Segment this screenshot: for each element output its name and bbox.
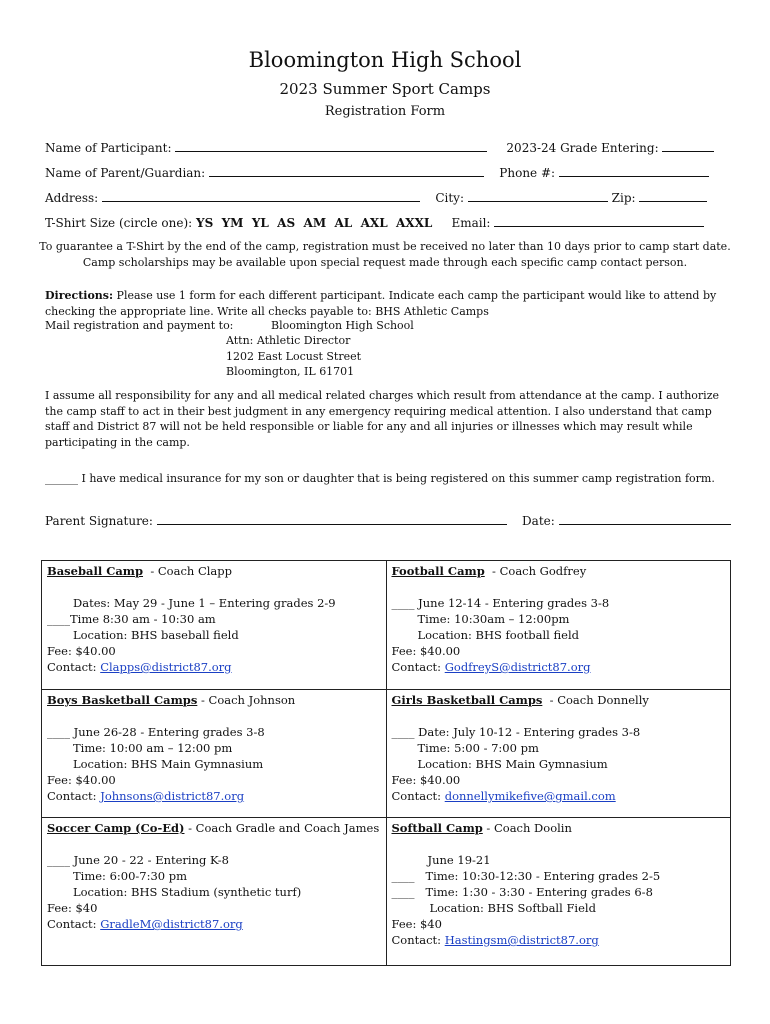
tshirt-sizes[interactable]: YS YM YL AS AM AL AXL AXXL — [196, 216, 433, 230]
mail-address-line4: Bloomington, IL 61701 — [226, 365, 355, 378]
tshirt-notice: To guarantee a T-Shirt by the end of the camp, registration must be received no later than 10 days prior to camp start date. — [39, 240, 731, 253]
address-row — [45, 190, 707, 205]
date-input[interactable] — [559, 513, 731, 525]
softball-camp-fee: Fee: $40 — [391, 917, 442, 931]
baseball-camp-dates: Dates: May 29 - June 1 – Entering grades 2-9 — [73, 596, 336, 610]
school-title: Bloomington High School — [248, 48, 522, 72]
baseball-camp-title: Baseball Camp — [47, 564, 144, 578]
zip-label: Zip: — [611, 191, 636, 205]
address-label: Address: — [45, 191, 99, 205]
grade-label: 2023-24 Grade Entering: — [506, 141, 659, 155]
football-contact-email[interactable]: GodfreyS@district87.org — [444, 660, 591, 674]
football-camp-title: Football Camp — [391, 564, 485, 578]
football-camp-cell — [386, 561, 731, 690]
baseball-contact-email[interactable]: Clapps@district87.org — [100, 660, 232, 674]
parent-label: Name of Parent/Guardian: — [45, 166, 206, 180]
baseball-camp-coach: - Coach Clapp — [143, 564, 233, 578]
boys-basketball-camp-coach: - Coach Johnson — [197, 693, 296, 707]
mail-address-line2: Attn: Athletic Director — [226, 334, 351, 347]
participant-label: Name of Participant: — [45, 141, 172, 155]
soccer-camp-dates[interactable]: ____ June 20 - 22 - Entering K-8 — [47, 853, 229, 867]
directions-label: Directions: — [45, 289, 114, 302]
baseball-camp-location: Location: BHS baseball field — [73, 628, 239, 642]
parent-row — [45, 165, 709, 180]
girls-basketball-camp-coach: - Coach Donnelly — [542, 693, 649, 707]
softball-contact-email[interactable]: Hastingsm@district87.org — [444, 933, 599, 947]
directions-paragraph — [45, 288, 725, 319]
baseball-camp-time[interactable]: ____Time 8:30 am - 10:30 am — [47, 612, 216, 626]
phone-input[interactable] — [559, 165, 709, 177]
signature-label: Parent Signature: — [45, 514, 153, 528]
boys-basketball-contact-label: Contact: — [47, 789, 101, 803]
softball-camp-session-1[interactable]: ____ Time: 10:30-12:30 - Entering grades 2-5 — [391, 869, 661, 883]
girls-basketball-camp-cell — [386, 690, 731, 818]
email-label: Email: — [451, 216, 491, 230]
girls-basketball-camp-location: Location: BHS Main Gymnasium — [417, 757, 608, 771]
soccer-contact-email[interactable]: GradleM@district87.org — [100, 917, 243, 931]
football-camp-time: Time: 10:30am – 12:00pm — [417, 612, 570, 626]
softball-camp-location: Location: BHS Softball Field — [429, 901, 596, 915]
boys-basketball-camp-cell — [42, 690, 387, 818]
softball-contact-label: Contact: — [391, 933, 445, 947]
mail-label: Mail registration and payment to: — [45, 319, 234, 332]
parent-input[interactable] — [209, 165, 484, 177]
mail-address-line3: 1202 East Locust Street — [226, 350, 362, 363]
soccer-camp-time: Time: 6:00-7:30 pm — [73, 869, 188, 883]
softball-camp-title: Softball Camp — [391, 821, 483, 835]
participant-input[interactable] — [175, 140, 487, 152]
soccer-camp-location: Location: BHS Stadium (synthetic turf) — [73, 885, 302, 899]
boys-basketball-camp-dates[interactable]: ____ June 26-28 - Entering grades 3-8 — [47, 725, 265, 739]
soccer-camp-cell — [42, 818, 387, 966]
girls-basketball-camp-fee: Fee: $40.00 — [391, 773, 461, 787]
mail-address-line1: Bloomington High School — [271, 319, 414, 332]
tshirt-label: T-Shirt Size (circle one): — [45, 216, 193, 230]
football-camp-coach: - Coach Godfrey — [484, 564, 587, 578]
email-input[interactable] — [494, 215, 704, 227]
baseball-camp-cell — [42, 561, 387, 690]
tshirt-row — [45, 215, 704, 230]
insurance-statement[interactable]: ______ I have medical insurance for my son or daughter that is being registered on this summer camp registration form. — [45, 472, 715, 485]
girls-basketball-camp-dates[interactable]: ____ Date: July 10-12 - Entering grades 3-8 — [391, 725, 641, 739]
date-label: Date: — [522, 514, 555, 528]
soccer-camp-title: Soccer Camp (Co-Ed) — [47, 821, 185, 835]
camps-table — [41, 560, 731, 966]
football-camp-location: Location: BHS football field — [417, 628, 579, 642]
signature-input[interactable] — [157, 513, 507, 525]
girls-basketball-contact-label: Contact: — [391, 789, 445, 803]
soccer-contact-label: Contact: — [47, 917, 101, 931]
grade-input[interactable] — [662, 140, 714, 152]
soccer-camp-coach: - Coach Gradle and Coach James — [184, 821, 380, 835]
form-title: Registration Form — [324, 104, 446, 119]
boys-basketball-camp-time: Time: 10:00 am – 12:00 pm — [73, 741, 233, 755]
baseball-camp-fee: Fee: $40.00 — [47, 644, 116, 658]
phone-label: Phone #: — [499, 166, 556, 180]
city-label: City: — [435, 191, 464, 205]
softball-camp-dates: June 19-21 — [427, 853, 491, 867]
zip-input[interactable] — [639, 190, 707, 202]
girls-basketball-contact-email[interactable]: donnellymikefive@gmail.com — [444, 789, 616, 803]
football-camp-dates[interactable]: ____ June 12-14 - Entering grades 3-8 — [391, 596, 610, 610]
boys-basketball-camp-title: Boys Basketball Camps — [47, 693, 198, 707]
football-contact-label: Contact: — [391, 660, 445, 674]
city-input[interactable] — [468, 190, 608, 202]
softball-camp-coach: - Coach Doolin — [482, 821, 572, 835]
signature-row — [45, 513, 731, 528]
scholarship-notice: Camp scholarships may be available upon special request made through each specific camp contact person. — [82, 256, 688, 269]
girls-basketball-camp-title: Girls Basketball Camps — [391, 693, 543, 707]
waiver-paragraph: I assume all responsibility for any and all medical related charges which result from attendance at the camp. I authorize the camp staff to act in their best judgment in any emergency requiring medical attention. I also understand that camp staff and District 87 will not be held responsible or liable for any and all injuries or illnesses which may result while participating in the camp. — [45, 389, 720, 449]
softball-camp-session-2[interactable]: ____ Time: 1:30 - 3:30 - Entering grades 6-8 — [391, 885, 653, 899]
participant-row — [45, 140, 714, 155]
boys-basketball-camp-location: Location: BHS Main Gymnasium — [73, 757, 264, 771]
football-camp-fee: Fee: $40.00 — [391, 644, 461, 658]
camp-subtitle: 2023 Summer Sport Camps — [279, 80, 491, 98]
girls-basketball-camp-time: Time: 5:00 - 7:00 pm — [417, 741, 539, 755]
boys-basketball-camp-fee: Fee: $40.00 — [47, 773, 116, 787]
baseball-contact-label: Contact: — [47, 660, 101, 674]
soccer-camp-fee: Fee: $40 — [47, 901, 98, 915]
directions-text: Please use 1 form for each different participant. Indicate each camp the participant would like to attend by checking the appropriate line. Write all checks payable to: BHS Athletic Camps — [45, 289, 717, 318]
address-input[interactable] — [102, 190, 420, 202]
boys-basketball-contact-email[interactable]: Johnsons@district87.org — [100, 789, 245, 803]
softball-camp-cell — [386, 818, 731, 966]
